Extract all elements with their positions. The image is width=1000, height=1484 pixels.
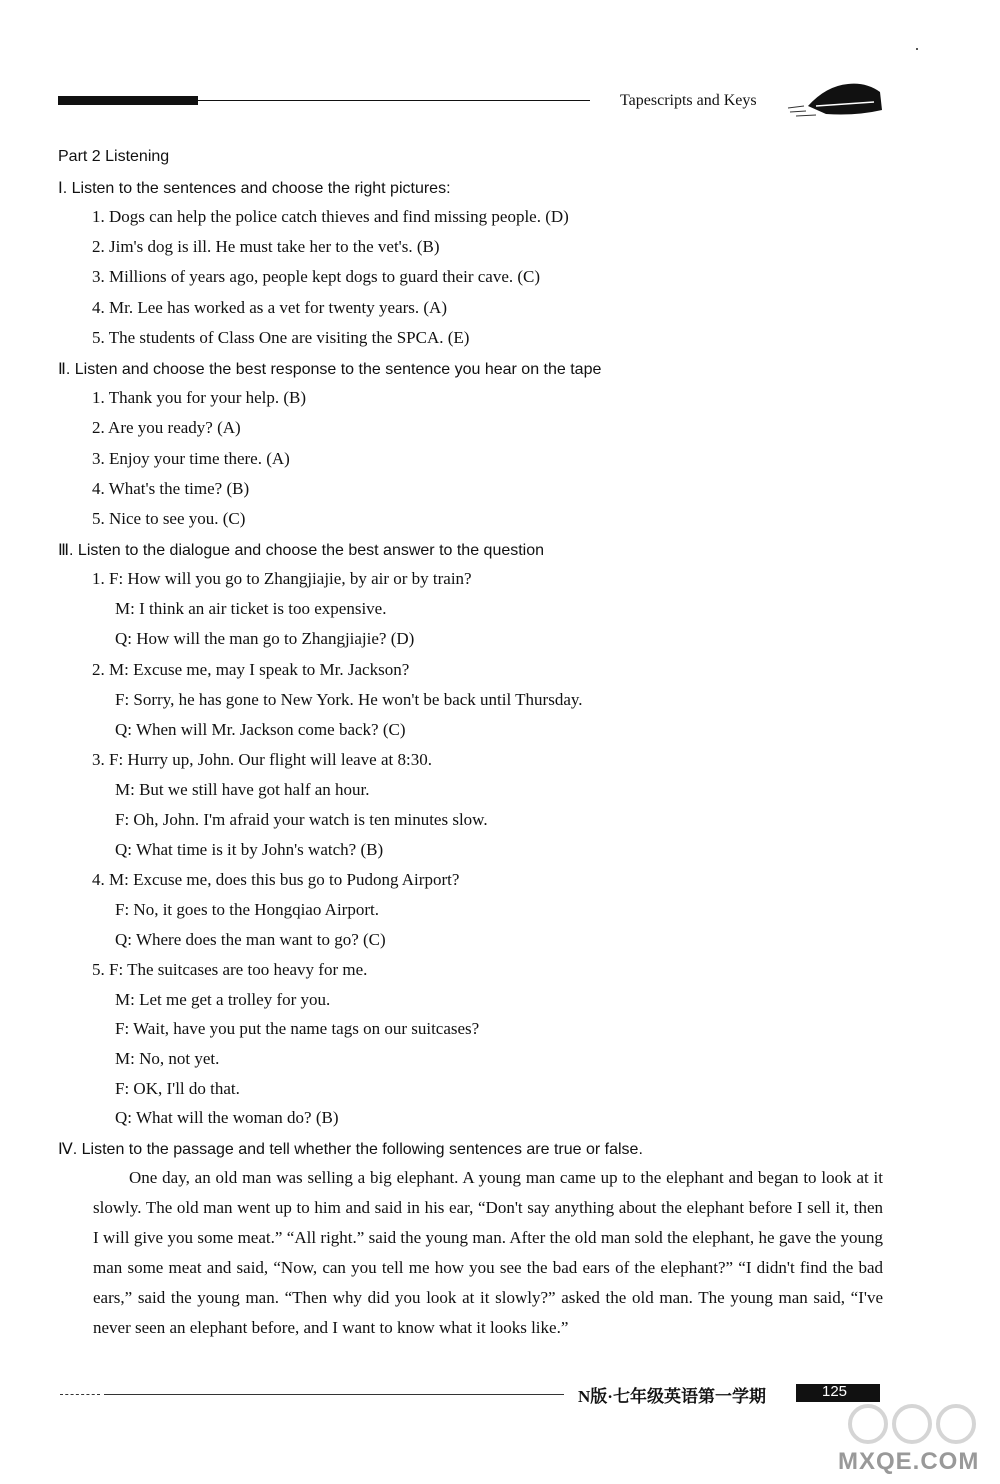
list-item: 2. Are you ready? (A) <box>92 418 241 437</box>
dialogue-line: F: No, it goes to the Hongqiao Airport. <box>115 900 379 919</box>
passage: One day, an old man was selling a big elephant. A young man came up to the elephant and began to look at it slowly. The old man went up to him and said in his ear, “Don't say anything about the elephant before I sell it, then I will give you some meat.” “All right.” said the young man. After the old man sold the elephant, he gave the young man some meat and said, “Now, can you tell me how you see the bad ears of the elephant?” “I didn't find the bad ears,” said the young man. “Then why did you look at it slowly?” asked the old man. The young man said, “I've never seen an elephant before, and I want to know what it looks like.” <box>93 1168 883 1337</box>
dialogue-line: 1. F: How will you go to Zhangjiajie, by air or by train? <box>92 569 472 588</box>
dialogue-line: Q: Where does the man want to go? (C) <box>115 930 386 949</box>
list-item: 4. What's the time? (B) <box>92 479 250 498</box>
watermark-text: MXQE.COM <box>838 1448 980 1475</box>
dialogue-line: 2. M: Excuse me, may I speak to Mr. Jackson? <box>92 660 410 679</box>
list-item: 5. The students of Class One are visiting the SPCA. (E) <box>92 328 470 347</box>
dialogue-line: Q: What time is it by John's watch? (B) <box>115 840 384 859</box>
footer-book-title: N版·七年级英语第一学期 <box>578 1387 766 1406</box>
dialogue-line: Q: What will the woman do? (B) <box>115 1108 339 1127</box>
header-rule-thin <box>198 100 590 101</box>
section-1-heading: Ⅰ. Listen to the sentences and choose the right pictures: <box>58 180 451 197</box>
list-item: 3. Enjoy your time there. (A) <box>92 449 290 468</box>
dialogue-line: M: I think an air ticket is too expensive. <box>115 599 387 618</box>
speck <box>916 48 918 50</box>
page-number: 125 <box>822 1383 848 1400</box>
footer-rule-dashed <box>60 1394 100 1395</box>
footer-rule <box>104 1394 564 1395</box>
dialogue-line: F: Sorry, he has gone to New York. He won't be back until Thursday. <box>115 690 583 709</box>
section-3-heading: Ⅲ. Listen to the dialogue and choose the best answer to the question <box>58 542 545 559</box>
dialogue-line: 3. F: Hurry up, John. Our flight will leave at 8:30. <box>92 750 432 769</box>
section-4-heading: Ⅳ. Listen to the passage and tell whether the following sentences are true or false. <box>58 1141 643 1158</box>
dialogue-line: Q: When will Mr. Jackson come back? (C) <box>115 720 406 739</box>
list-item: 2. Jim's dog is ill. He must take her to the vet's. (B) <box>92 237 440 256</box>
ship-decoration-icon <box>786 76 886 120</box>
list-item: 1. Dogs can help the police catch thieves and find missing people. (D) <box>92 207 569 226</box>
header-rule-thick <box>58 96 198 105</box>
list-item: 3. Millions of years ago, people kept dogs to guard their cave. (C) <box>92 267 541 286</box>
dialogue-line: M: Let me get a trolley for you. <box>115 990 331 1009</box>
header-title: Tapescripts and Keys <box>620 92 757 109</box>
dialogue-line: M: No, not yet. <box>115 1049 220 1068</box>
part-title: Part 2 Listening <box>58 148 170 165</box>
list-item: 5. Nice to see you. (C) <box>92 509 246 528</box>
dialogue-line: 5. F: The suitcases are too heavy for me. <box>92 960 368 979</box>
section-2-heading: Ⅱ. Listen and choose the best response to the sentence you hear on the tape <box>58 361 602 378</box>
list-item: 4. Mr. Lee has worked as a vet for twenty years. (A) <box>92 298 447 317</box>
dialogue-line: F: Wait, have you put the name tags on our suitcases? <box>115 1019 480 1038</box>
dialogue-line: F: Oh, John. I'm afraid your watch is ten minutes slow. <box>115 810 488 829</box>
list-item: 1. Thank you for your help. (B) <box>92 388 307 407</box>
dialogue-line: Q: How will the man go to Zhangjiajie? (D) <box>115 629 415 648</box>
dialogue-line: 4. M: Excuse me, does this bus go to Pudong Airport? <box>92 870 460 889</box>
dialogue-line: M: But we still have got half an hour. <box>115 780 370 799</box>
dialogue-line: F: OK, I'll do that. <box>115 1079 240 1098</box>
